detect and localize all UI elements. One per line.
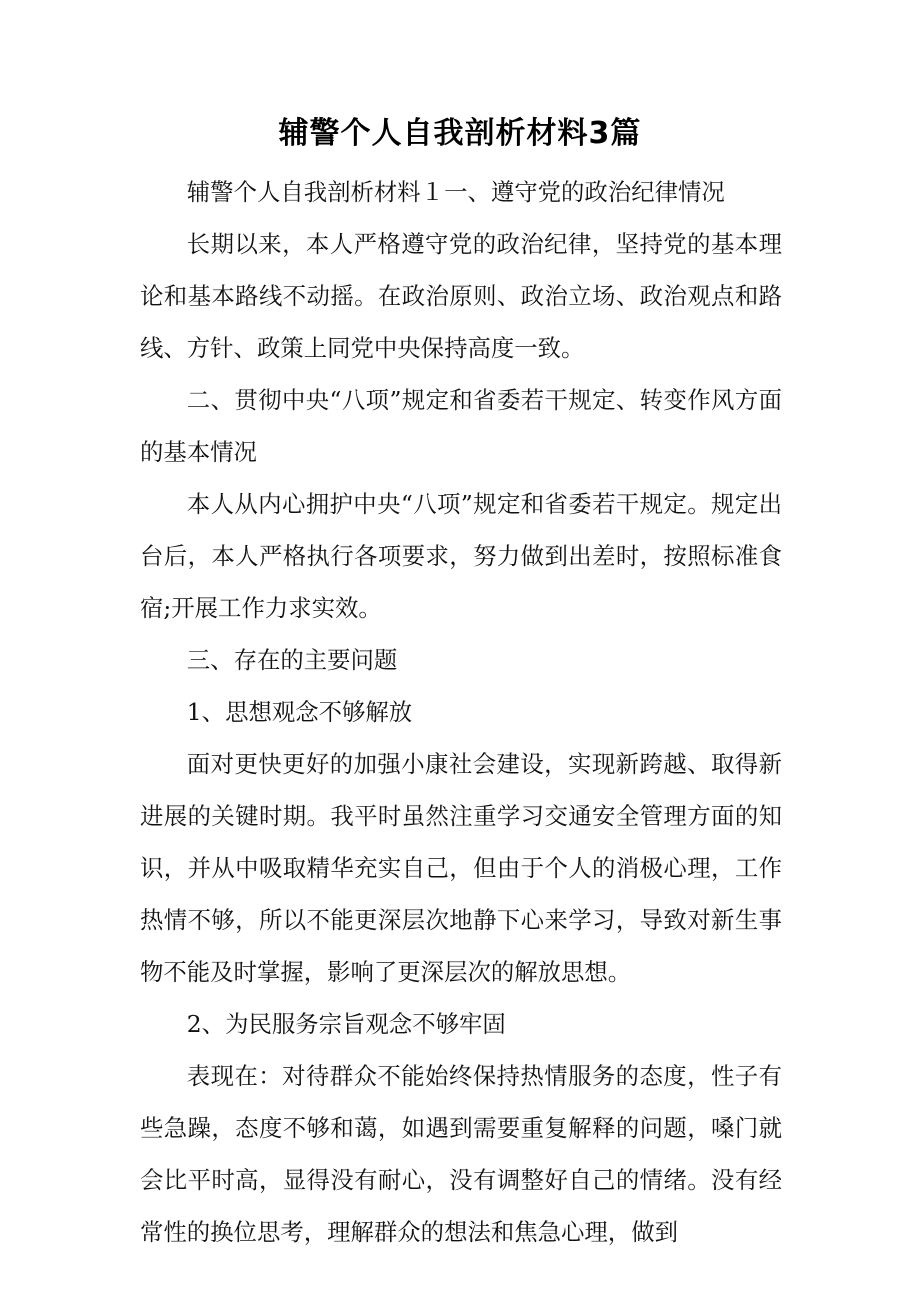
paragraph-thinking: 面对更快更好的加强小康社会建设，实现新跨越、取得新进展的关键时期。我平时虽然注重学习交通安全管理方面的知识，并从中吸取精华充实自己，但由于个人的消极心理，工作热情不够，所以不能更深层次地静下心来学习，导致对新生事物不能及时掌握，影响了更深层次的解放思想。 (140, 750, 782, 986)
paragraph-heading-three: 三、存在的主要问题 (186, 646, 398, 674)
document-title: 辅警个人自我剖析材料3篇 (278, 116, 642, 151)
document-body (140, 166, 782, 1258)
paragraph-service: 表现在：对待群众不能始终保持热情服务的态度，性子有些急躁，态度不够和蔼，如遇到需要重复解释的问题，嗓门就会比平时高，显得没有耐心，没有调整好自己的情绪。没有经常性的换位思考，理解群众的想法和焦急心理，做到 (140, 1062, 782, 1246)
paragraph-heading-two: 二、贯彻中央“八项”规定和省委若干规定、转变作风方面的基本情况 (140, 386, 782, 466)
paragraph-discipline: 长期以来，本人严格遵守党的政治纪律，坚持党的基本理论和基本路线不动摇。在政治原则、政治立场、政治观点和路线、方针、政策上同党中央保持高度一致。 (140, 230, 782, 362)
paragraph-subheading-two: 2、为民服务宗旨观念不够牢固 (186, 1010, 506, 1038)
paragraph-regulations: 本人从内心拥护中央“八项”规定和省委若干规定。规定出台后，本人严格执行各项要求，努力做到出差时，按照标准食宿;开展工作力求实效。 (140, 490, 782, 622)
paragraph-subheading-one: 1、思想观念不够解放 (186, 698, 413, 726)
paragraph-intro: 辅警个人自我剖析材料１一、遵守党的政治纪律情况 (186, 178, 725, 206)
